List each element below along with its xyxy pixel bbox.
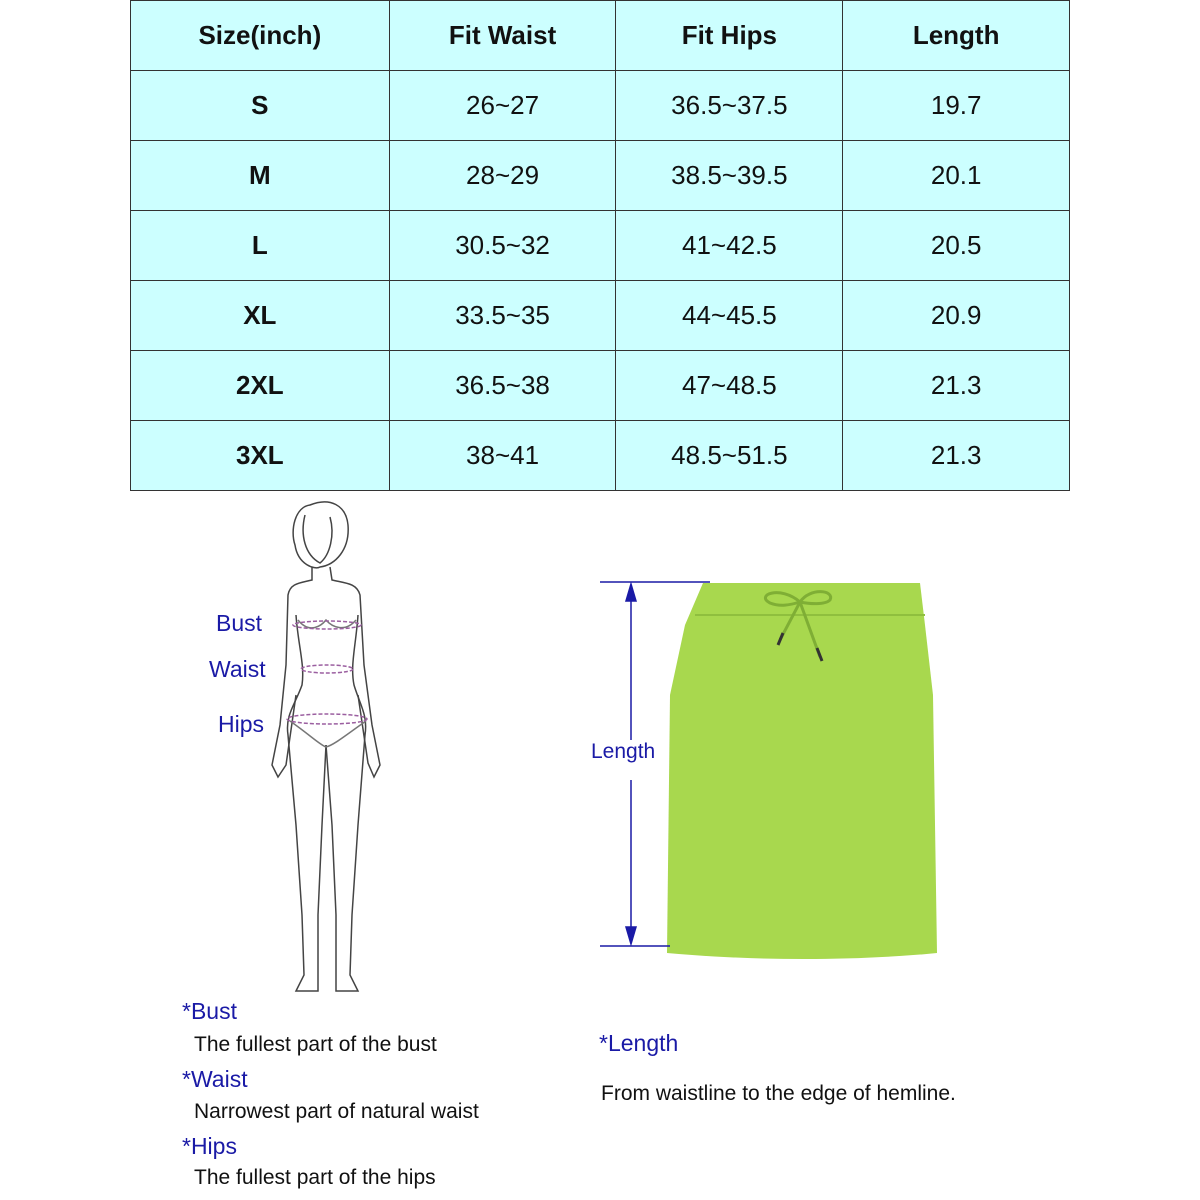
cell-length: 19.7 [843,71,1070,141]
body-figure-illustration [260,495,400,995]
table-row [131,421,1070,491]
table-row [131,211,1070,281]
cell-waist: 28~29 [389,141,616,211]
cell-waist: 33.5~35 [389,281,616,351]
cell-hips: 47~48.5 [616,351,843,421]
hips-definition-text: The fullest part of the hips [194,1166,436,1189]
cell-length: 20.9 [843,281,1070,351]
bust-definition-title: *Bust [182,998,237,1024]
table-row [131,71,1070,141]
header-length: Length [843,1,1070,71]
cell-size: M [131,141,390,211]
cell-hips: 41~42.5 [616,211,843,281]
length-definition-title: *Length [599,1030,679,1056]
waist-definition-title: *Waist [182,1066,248,1092]
hips-definition-title: *Hips [182,1133,237,1159]
cell-size: 3XL [131,421,390,491]
cell-size: 2XL [131,351,390,421]
cell-size: XL [131,281,390,351]
cell-length: 20.1 [843,141,1070,211]
length-definition-text: From waistline to the edge of hemline. [601,1082,956,1105]
cell-hips: 48.5~51.5 [616,421,843,491]
header-fit-waist: Fit Waist [389,1,616,71]
skirt-illustration [595,575,955,965]
cell-waist: 38~41 [389,421,616,491]
size-chart-table [130,0,1070,491]
bust-label: Bust [216,610,263,636]
cell-size: S [131,71,390,141]
cell-length: 21.3 [843,421,1070,491]
table-row [131,351,1070,421]
cell-waist: 30.5~32 [389,211,616,281]
cell-waist: 36.5~38 [389,351,616,421]
cell-length: 21.3 [843,351,1070,421]
cell-hips: 36.5~37.5 [616,71,843,141]
cell-hips: 44~45.5 [616,281,843,351]
waist-label: Waist [209,656,266,682]
cell-size: L [131,211,390,281]
table-row [131,281,1070,351]
cell-length: 20.5 [843,211,1070,281]
table-row [131,141,1070,211]
header-size: Size(inch) [131,1,390,71]
cell-waist: 26~27 [389,71,616,141]
skirt-length-label: Length [591,740,656,763]
bust-definition-text: The fullest part of the bust [194,1033,437,1056]
header-fit-hips: Fit Hips [616,1,843,71]
cell-hips: 38.5~39.5 [616,141,843,211]
hips-label: Hips [218,711,265,737]
table-header-row [131,1,1070,71]
waist-definition-text: Narrowest part of natural waist [194,1100,479,1123]
